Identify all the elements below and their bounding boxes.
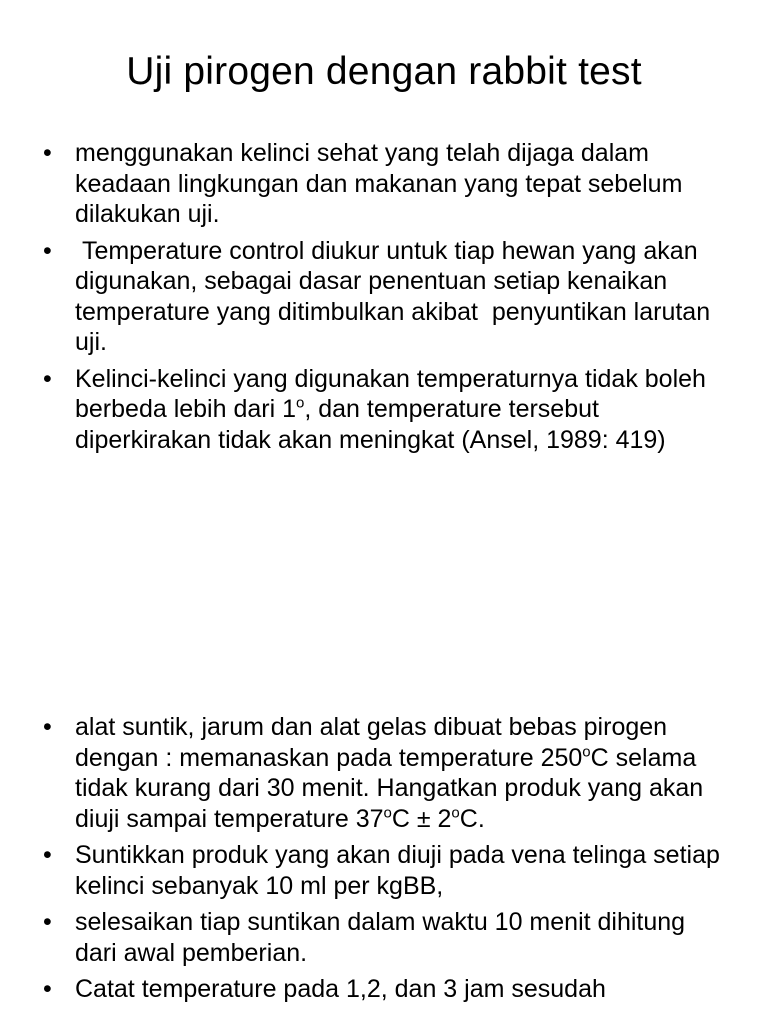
bullet-text: Temperature control diukur untuk tiap hewan yang akan digunakan, sebagai dasar penentuan setiap kenaikan temperature yang ditimbulkan akibat penyuntikan larutan uji.	[75, 236, 718, 356]
bullet-item	[0, 712, 768, 834]
bullet-text: selesaikan tiap suntikan dalam waktu 10 menit dihitung dari awal pemberian.	[75, 908, 686, 967]
bullet-dot-icon: •	[43, 364, 52, 393]
degree-superscript: o	[383, 804, 392, 822]
bullet-text-part: C ± 2	[391, 804, 452, 833]
bullet-text	[75, 713, 703, 833]
bullet-dot-icon: •	[43, 975, 52, 1003]
bullet-text: Suntikkan produk yang akan diuji pada vena telinga setiap kelinci sebanyak 10 ml per kgBB,	[75, 841, 720, 900]
bullet-item	[0, 236, 768, 358]
bullet-item	[0, 138, 768, 230]
bullet-text-part: alat suntik, jarum dan alat gelas dibuat bebas pirogen dengan : memanaskan pada temperature 250	[75, 713, 668, 772]
bullet-dot-icon: •	[43, 139, 52, 167]
bullet-item	[0, 840, 768, 901]
bullet-text-part: Kelinci-kelinci yang digunakan temperaturnya tidak boleh berbeda lebih dari 1	[75, 364, 706, 423]
degree-superscript: o	[451, 804, 460, 822]
bullet-text-part: C.	[459, 804, 485, 833]
degree-superscript: o	[296, 394, 305, 412]
bullet-dot-icon: •	[43, 908, 52, 936]
bullet-list-bottom	[0, 712, 768, 1011]
bullet-text: menggunakan kelinci sehat yang telah dijaga dalam keadaan lingkungan dan makanan yang tepat sebelum dilakukan uji.	[75, 139, 683, 228]
degree-superscript: o	[582, 743, 591, 761]
bullet-text-part: , dan temperature tersebut diperkirakan tidak akan meningkat (Ansel, 1989: 419)	[75, 395, 666, 454]
bullet-item	[0, 907, 768, 968]
bullet-list-top	[0, 138, 768, 461]
slide-title: Uji pirogen dengan rabbit test	[126, 50, 642, 93]
bullet-dot-icon: •	[43, 713, 52, 741]
bullet-text	[75, 365, 706, 454]
bullet-dot-icon: •	[43, 841, 52, 869]
bullet-dot-icon: •	[43, 236, 52, 265]
bullet-text-part: C selama tidak kurang dari 30 menit. Hangatkan produk yang akan diuji sampai temperature 37	[75, 743, 704, 833]
bullet-item	[0, 974, 768, 1005]
bullet-text: Catat temperature pada 1,2, dan 3 jam sesudah	[75, 975, 606, 1003]
bullet-item	[0, 364, 768, 456]
